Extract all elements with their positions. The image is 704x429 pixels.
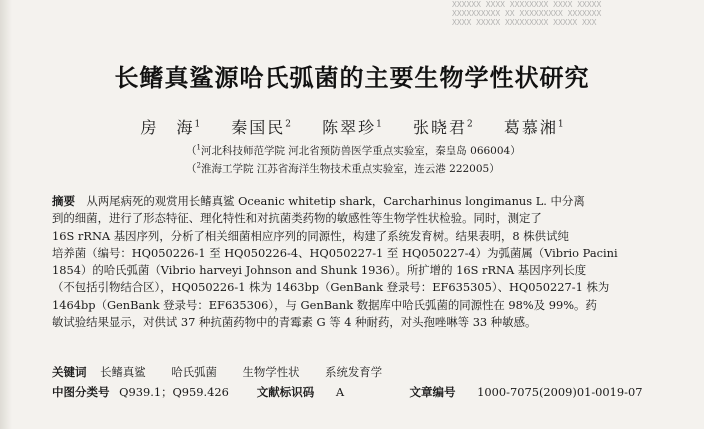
abstract-line: 敏试验结果显示，对供试 37 种抗菌药物中的青霉素 G 等 4 种耐药，对头孢唑啉等 33 种敏感。 xyxy=(52,315,537,330)
paper-title: 长鳍真鲨源哈氏弧菌的主要生物学性状研究 xyxy=(114,64,590,92)
author xyxy=(231,118,291,137)
affiliation-1: （$^1$河北科技师范学院 河北省预防兽医学重点实验室，秦皇岛 066004） xyxy=(186,143,521,157)
abstract-line: 1854）的哈氏弧菌（Vibrio harveyi Johnson and Shunk 1936）。所扩增的 16S rRNA 基因序列长度 xyxy=(52,263,587,278)
article-id-label: 文章编号 xyxy=(409,385,456,399)
bleed-line: XXXXXXXXXX XX XXXXXXXXX XXXXXXX xyxy=(452,9,602,18)
abstract xyxy=(52,193,676,331)
abstract-text: 从两尾病死的观赏用长鳍真鲨 Oceanic whitetip shark，Carcharhinus longimanus L. 中分离 xyxy=(75,194,585,208)
author-name: 房 海 xyxy=(140,118,195,137)
author-affil-mark: 1 xyxy=(376,119,382,130)
article-id-value: 1000-7075(2009)01-0019-07 xyxy=(477,385,643,399)
author-affil-mark: 2 xyxy=(466,119,473,130)
classification-line xyxy=(52,384,672,400)
keywords xyxy=(52,364,394,380)
author-affil-mark: 2 xyxy=(285,119,292,130)
affiliation-2: （$^2$淮海工学院 江苏省海洋生物技术重点实验室，连云港 222005） xyxy=(186,161,500,175)
bleed-line: XXXX XXXXX XXXXXXXXX XXXXX XXX xyxy=(452,18,597,27)
abstract-label: 摘要 xyxy=(52,194,75,208)
abstract-line: 16S rRNA 基因序列，分析了相关细菌相应序列的同源性，构建了系统发育树。结果表明，8 株供试纯 xyxy=(52,228,569,243)
keyword: 生物学性状 xyxy=(242,365,300,379)
keyword: 长鳍真鲨 xyxy=(100,365,146,379)
abstract-line: 培养菌（编号：HQ050226-1 至 HQ050226-4、HQ050227-1 至 HQ050227-4）为弧菌属（Vibrio Pacini xyxy=(52,245,618,260)
abstract-line: 1464bp（GenBank 登录号：EF635306），与 GenBank 数据库中哈氏弧菌的同源性在 98%及 99%。药 xyxy=(52,297,597,312)
keyword: 哈氏弧菌 xyxy=(171,365,217,379)
author-name: 秦国民 xyxy=(231,118,286,137)
doc-code-value: A xyxy=(335,385,345,399)
keywords-label: 关键词 xyxy=(52,365,87,379)
author-affil-mark: 1 xyxy=(557,119,564,130)
author-name: 张晓君 xyxy=(412,118,467,137)
abstract-line: 到的细菌，进行了形态特征、理化特性和对抗菌类药物的敏感性等生物学性状检验。同时，测定了 xyxy=(52,211,542,226)
author xyxy=(322,118,382,137)
abstract-line xyxy=(52,193,676,210)
author-name: 陈翠珍 xyxy=(322,118,377,137)
author xyxy=(413,118,473,137)
author-list xyxy=(0,115,704,138)
clc-label: 中图分类号 xyxy=(52,385,110,399)
author-affil-mark: 1 xyxy=(194,119,201,130)
author xyxy=(140,118,200,137)
bleed-line: XXXXXX XXXX XXXXXXXX XXXX XXXXX xyxy=(452,0,602,9)
doc-code-label: 文献标识码 xyxy=(256,385,315,399)
clc-value: Q939.1；Q959.426 xyxy=(119,385,229,399)
author-name: 葛慕湘 xyxy=(503,118,558,137)
bleed-through-text xyxy=(452,0,704,44)
keyword: 系统发育学 xyxy=(325,365,383,379)
author xyxy=(504,118,564,137)
abstract-line: （不包括引物结合区），HQ050226-1 株为 1463bp（GenBank 登录号：EF635305）、HQ050227-1 株为 xyxy=(52,280,610,295)
